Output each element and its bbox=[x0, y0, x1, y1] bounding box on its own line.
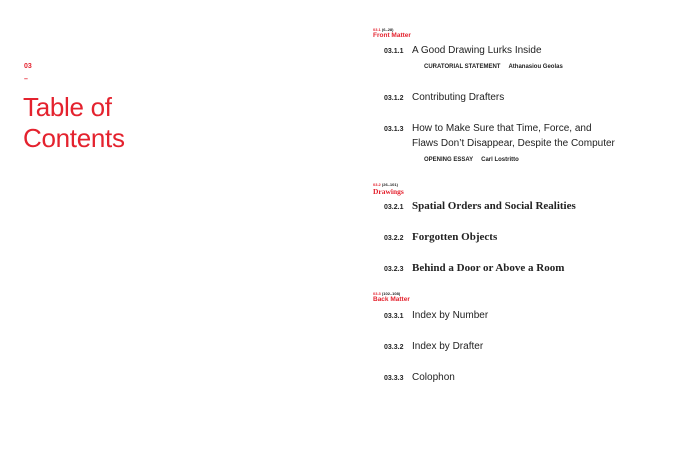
group-name: Front Matter bbox=[373, 32, 411, 39]
entry-meta-author: Athanasiou Geolas bbox=[508, 64, 563, 70]
entry-number: 03.3.1 bbox=[384, 313, 404, 320]
entry-title[interactable]: Contributing Drafters bbox=[412, 92, 505, 103]
entry-number: 03.1.1 bbox=[384, 48, 404, 55]
entry-number: 03.3.3 bbox=[384, 375, 404, 382]
group-name: Back Matter bbox=[373, 296, 410, 303]
entry-meta bbox=[424, 157, 519, 163]
entry-number: 03.2.1 bbox=[384, 204, 404, 211]
group-name: Drawings bbox=[373, 187, 404, 196]
group-page-range: (102–108) bbox=[381, 291, 401, 296]
entry-title[interactable]: A Good Drawing Lurks Inside bbox=[412, 45, 542, 56]
page-title bbox=[23, 92, 125, 154]
group-heading-front-matter bbox=[373, 28, 411, 40]
entry-meta bbox=[424, 64, 563, 70]
entry-title[interactable]: Colophon bbox=[412, 372, 455, 383]
group-heading-drawings bbox=[373, 183, 404, 196]
entry-meta-author: Carl Lostritto bbox=[481, 157, 519, 163]
group-code: 03.3 bbox=[373, 291, 381, 296]
entry-number: 03.1.2 bbox=[384, 95, 404, 102]
entry-title[interactable]: Index by Drafter bbox=[412, 341, 484, 352]
entry-number: 03.2.2 bbox=[384, 235, 404, 242]
entry-title[interactable]: Index by Number bbox=[412, 310, 489, 321]
page-title-line-2: Contents bbox=[23, 123, 125, 153]
entry-meta-label: CURATORIAL STATEMENT bbox=[424, 64, 501, 70]
entry-number: 03.2.3 bbox=[384, 266, 404, 273]
group-page-range: (6–28) bbox=[381, 27, 394, 32]
entry-meta-label: OPENING ESSAY bbox=[424, 157, 474, 163]
entry-number: 03.3.2 bbox=[384, 344, 404, 351]
section-number: 03 bbox=[24, 63, 32, 70]
entry-title[interactable]: Behind a Door or Above a Room bbox=[412, 262, 565, 274]
group-heading-back-matter bbox=[373, 292, 410, 304]
entry-title[interactable]: Forgotten Objects bbox=[412, 231, 498, 243]
group-code: 03.2 bbox=[373, 182, 381, 187]
section-dash: – bbox=[24, 76, 28, 83]
entry-number: 03.1.3 bbox=[384, 126, 404, 133]
group-page-range: (26–101) bbox=[381, 182, 398, 187]
entry-title-line-1[interactable]: How to Make Sure that Time, Force, and bbox=[412, 123, 592, 134]
page-title-line-1: Table of bbox=[23, 92, 112, 122]
group-code: 03.1 bbox=[373, 27, 381, 32]
entry-title[interactable]: Spatial Orders and Social Realities bbox=[412, 200, 576, 212]
entry-title-line-2[interactable]: Flaws Don’t Disappear, Despite the Computer bbox=[412, 138, 615, 149]
